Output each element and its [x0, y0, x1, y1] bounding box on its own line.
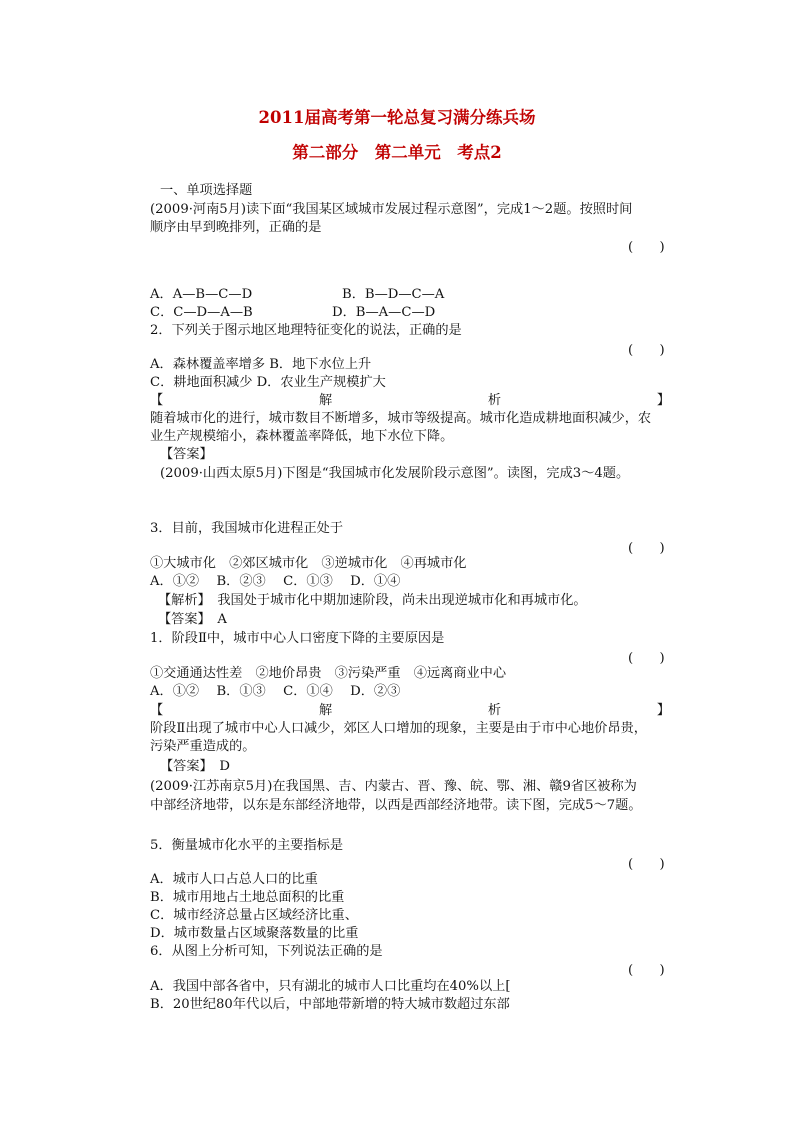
q1-intro-line1: (2009·河南5月)读下面“我国某区域城市发展过程示意图”，完成1～2题。按照时间: [150, 202, 633, 217]
q1-options-row2: [150, 304, 670, 322]
q4-explanation-line1: 阶段Ⅱ出现了城市中心人口减少，郊区人口增加的现象，主要是由于市中心地价昂贵，: [150, 721, 647, 736]
q5-intro-line1: (2009·江苏南京5月)在我国黑、吉、内蒙古、晋、豫、皖、鄂、湘、赣9省区被称为: [150, 779, 637, 794]
q1-option-a: A．A—B—C—D: [150, 287, 253, 302]
q3-stem: 3．目前，我国城市化进程正处于: [150, 521, 344, 536]
q4-choices: ①交通通达性差 ②地价昂贵 ③污染严重 ④远离商业中心: [150, 666, 507, 681]
q5-answer-blank: ( ): [628, 857, 665, 872]
q1-options-row1: [150, 286, 670, 304]
q5-option-d: D．城市数量占区域聚落数量的比重: [150, 926, 359, 941]
q4-answer-blank: ( ): [628, 651, 665, 666]
q1-option-d: D．B—A—C—D: [332, 305, 436, 320]
q5-intro-line2: 中部经济地带，以东是东部经济地带，以西是西部经济地带。读下图，完成5～7题。: [150, 798, 642, 813]
q1-option-c: C．C—D—A—B: [150, 305, 253, 320]
q2-options-cd: C．耕地面积减少 D．农业生产规模扩大: [150, 375, 386, 390]
q1-intro-line2: 顺序由早到晚排列，正确的是: [150, 220, 322, 235]
q2-analysis-heading: 【 解 析 】: [150, 393, 670, 408]
q2-options-ab: A．森林覆盖率增多 B．地下水位上升: [150, 357, 372, 372]
q2-explanation-line2: 业生产规模缩小，森林覆盖率降低，地下水位下降。: [150, 429, 454, 444]
q2-stem: 2．下列关于图示地区地理特征变化的说法，正确的是: [150, 323, 462, 338]
q2-explanation-line1: 随着城市化的进行，城市数目不断增多，城市等级提高。城市化造成耕地面积减少，农: [150, 411, 652, 426]
q4-options: A．①② B．①③ C．①④ D．②③: [150, 684, 401, 699]
q3-analysis: 【解析】 我国处于城市化中期加速阶段，尚未出现逆城市化和再城市化。: [158, 593, 587, 608]
q4-analysis-heading: 【 解 析 】: [150, 703, 670, 718]
q3-options: A．①② B．②③ C．①③ D．①④: [150, 574, 401, 589]
q3-answer: 【答案】 A: [158, 612, 227, 627]
q4-stem: 1．阶段Ⅱ中，城市中心人口密度下降的主要原因是: [150, 631, 445, 646]
q6-answer-blank: ( ): [628, 963, 665, 978]
q1-answer-blank: ( ): [628, 240, 665, 255]
q2-answer-blank: ( ): [628, 343, 665, 358]
section-heading: 一、单项选择题: [160, 183, 253, 198]
q6-option-b: B．20世纪80年代以后，中部地带新增的特大城市数超过东部: [150, 997, 510, 1012]
document-title: 2011届高考第一轮总复习满分练兵场: [258, 108, 536, 127]
q6-stem: 6．从图上分析可知，下列说法正确的是: [150, 944, 383, 959]
q6-option-a: A．我国中部各省中，只有湖北的城市人口比重均在40%以上[: [150, 979, 511, 994]
q1-option-b: B．B—D—C—A: [342, 287, 445, 302]
q5-option-c: C．城市经济总量占区域经济比重、: [150, 908, 358, 923]
q4-explanation-line2: 污染严重造成的。: [150, 739, 256, 754]
q3-intro: (2009·山西太原5月)下图是“我国城市化发展阶段示意图”。读图，完成3～4题。: [160, 466, 630, 481]
q2-answer: 【答案】: [160, 447, 213, 462]
q5-option-a: A．城市人口占总人口的比重: [150, 872, 318, 887]
q5-option-b: B．城市用地占土地总面积的比重: [150, 890, 345, 905]
q3-choices: ①大城市化 ②郊区城市化 ③逆城市化 ④再城市化: [150, 556, 467, 571]
q3-answer-blank: ( ): [628, 541, 665, 556]
q4-answer: 【答案】 D: [160, 759, 230, 774]
q5-stem: 5．衡量城市化水平的主要指标是: [150, 838, 344, 853]
document-subtitle: 第二部分 第二单元 考点2: [292, 143, 502, 162]
